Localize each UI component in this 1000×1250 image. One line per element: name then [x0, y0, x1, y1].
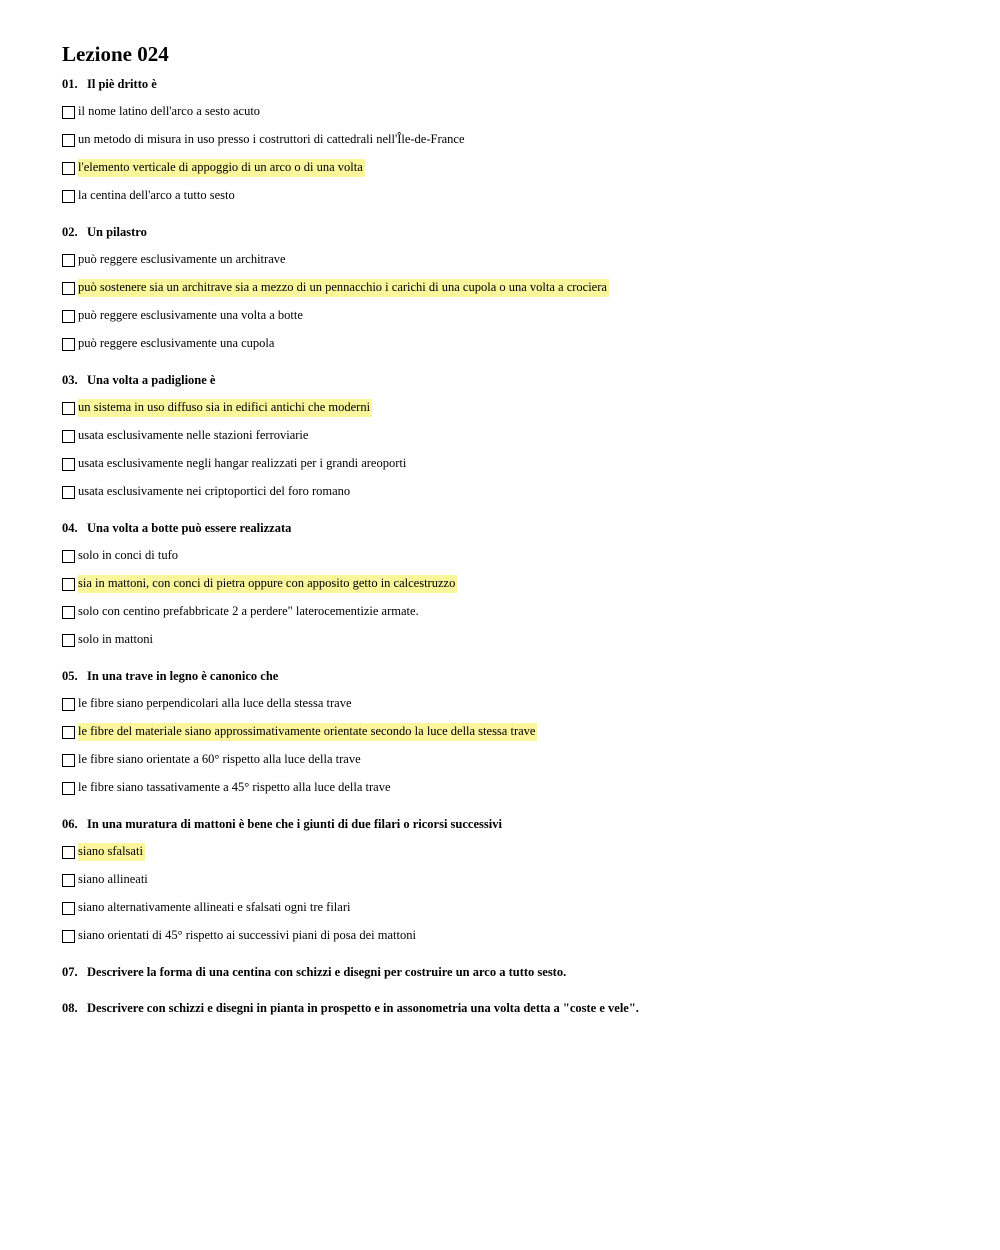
answer-text-highlighted: un sistema in uso diffuso sia in edifici antichi che moderni: [78, 399, 372, 417]
answer-text: solo in conci di tufo: [78, 548, 178, 562]
answer-checkbox[interactable]: [62, 338, 75, 351]
question-text: Il piè dritto è: [87, 77, 157, 91]
answer-text: la centina dell'arco a tutto sesto: [78, 188, 235, 202]
question-heading: [62, 370, 962, 390]
answer-checkbox[interactable]: [62, 310, 75, 323]
answer-checkbox[interactable]: [62, 578, 75, 591]
answer-option: [62, 182, 962, 210]
answer-checkbox[interactable]: [62, 930, 75, 943]
answer-option: [62, 246, 962, 274]
answer-option: [62, 422, 962, 450]
answer-checkbox[interactable]: [62, 458, 75, 471]
question-list: [62, 74, 962, 950]
answer-checkbox[interactable]: [62, 134, 75, 147]
answer-text: le fibre siano orientate a 60° rispetto alla luce della trave: [78, 752, 361, 766]
answer-checkbox[interactable]: [62, 190, 75, 203]
open-question-list: [62, 962, 962, 1018]
answer-text: siano allineati: [78, 872, 148, 886]
question-heading: [62, 814, 962, 834]
quiz-page: [62, 40, 962, 1018]
answer-text: siano orientati di 45° rispetto ai successivi piani di posa dei mattoni: [78, 928, 416, 942]
answer-text: usata esclusivamente nelle stazioni ferroviarie: [78, 428, 309, 442]
question-text: Una volta a padiglione è: [87, 373, 216, 387]
answer-checkbox[interactable]: [62, 606, 75, 619]
answer-text-highlighted: l'elemento verticale di appoggio di un arco o di una volta: [78, 159, 365, 177]
answer-option: [62, 894, 962, 922]
question-number: 02.: [62, 225, 78, 239]
question-text: Una volta a botte può essere realizzata: [87, 521, 292, 535]
question-6: [62, 814, 962, 950]
answer-option: [62, 570, 962, 598]
question-number: 05.: [62, 669, 78, 683]
answer-text: può reggere esclusivamente una cupola: [78, 336, 275, 350]
question-text: Descrivere con schizzi e disegni in pianta in prospetto e in assonometria una volta detta a "coste e vele".: [87, 1001, 639, 1015]
answer-option: [62, 478, 962, 506]
answer-options: [62, 394, 962, 506]
answer-checkbox[interactable]: [62, 550, 75, 563]
answer-options: [62, 690, 962, 802]
answer-text: solo con centino prefabbricate 2 a perdere" laterocementizie armate.: [78, 604, 419, 618]
answer-option: [62, 866, 962, 894]
answer-checkbox[interactable]: [62, 282, 75, 295]
answer-option: [62, 302, 962, 330]
question-number: 04.: [62, 521, 78, 535]
answer-checkbox[interactable]: [62, 754, 75, 767]
question-heading: [62, 518, 962, 538]
answer-checkbox[interactable]: [62, 634, 75, 647]
answer-text: siano alternativamente allineati e sfalsati ogni tre filari: [78, 900, 351, 914]
question-5: [62, 666, 962, 802]
answer-option: [62, 154, 962, 182]
answer-options: [62, 98, 962, 210]
answer-option: [62, 330, 962, 358]
answer-option: [62, 598, 962, 626]
page-title: Lezione 024: [62, 42, 169, 66]
answer-option: [62, 394, 962, 422]
answer-checkbox[interactable]: [62, 402, 75, 415]
question-heading: [62, 222, 962, 242]
answer-options: [62, 838, 962, 950]
answer-options: [62, 542, 962, 654]
answer-checkbox[interactable]: [62, 486, 75, 499]
answer-option: [62, 450, 962, 478]
answer-option: [62, 774, 962, 802]
question-text: Descrivere la forma di una centina con schizzi e disegni per costruire un arco a tutto sesto.: [87, 965, 567, 979]
answer-checkbox[interactable]: [62, 106, 75, 119]
question-number: 01.: [62, 77, 78, 91]
answer-text: usata esclusivamente negli hangar realizzati per i grandi areoporti: [78, 456, 407, 470]
question-heading: [62, 666, 962, 686]
answer-text: il nome latino dell'arco a sesto acuto: [78, 104, 261, 118]
question-4: [62, 518, 962, 654]
question-2: [62, 222, 962, 358]
answer-checkbox[interactable]: [62, 430, 75, 443]
answer-option: [62, 922, 962, 950]
answer-option: [62, 690, 962, 718]
answer-text: un metodo di misura in uso presso i costruttori di cattedrali nell'Île-de-France: [78, 132, 465, 146]
answer-option: [62, 274, 962, 302]
answer-options: [62, 246, 962, 358]
answer-text-highlighted: siano sfalsati: [78, 843, 145, 861]
question-3: [62, 370, 962, 506]
question-text: In una muratura di mattoni è bene che i giunti di due filari o ricorsi successivi: [87, 817, 502, 831]
answer-text-highlighted: può sostenere sia un architrave sia a mezzo di un pennacchio i carichi di una cupola o una volta a crociera: [78, 279, 609, 297]
answer-checkbox[interactable]: [62, 902, 75, 915]
answer-text-highlighted: le fibre del materiale siano approssimativamente orientate secondo la luce della stessa trave: [78, 723, 537, 741]
question-1: [62, 74, 962, 210]
answer-option: [62, 718, 962, 746]
answer-text: solo in mattoni: [78, 632, 153, 646]
answer-text: usata esclusivamente nei criptoportici del foro romano: [78, 484, 351, 498]
answer-text: può reggere esclusivamente una volta a botte: [78, 308, 303, 322]
answer-checkbox[interactable]: [62, 162, 75, 175]
answer-checkbox[interactable]: [62, 846, 75, 859]
answer-text: le fibre siano perpendicolari alla luce della stessa trave: [78, 696, 352, 710]
question-number: 06.: [62, 817, 78, 831]
answer-option: [62, 542, 962, 570]
answer-text-highlighted: sia in mattoni, con conci di pietra oppure con apposito getto in calcestruzzo: [78, 575, 457, 593]
answer-option: [62, 626, 962, 654]
answer-option: [62, 746, 962, 774]
answer-checkbox[interactable]: [62, 726, 75, 739]
open-question-8: [62, 998, 962, 1018]
answer-option: [62, 126, 962, 154]
answer-text: può reggere esclusivamente un architrave: [78, 252, 286, 266]
answer-checkbox[interactable]: [62, 874, 75, 887]
answer-option: [62, 98, 962, 126]
question-number: 08.: [62, 1001, 78, 1015]
question-number: 03.: [62, 373, 78, 387]
question-text: Un pilastro: [87, 225, 147, 239]
question-heading: [62, 74, 962, 94]
answer-option: [62, 838, 962, 866]
answer-checkbox[interactable]: [62, 698, 75, 711]
question-number: 07.: [62, 965, 78, 979]
answer-checkbox[interactable]: [62, 254, 75, 267]
answer-text: le fibre siano tassativamente a 45° rispetto alla luce della trave: [78, 780, 391, 794]
question-text: In una trave in legno è canonico che: [87, 669, 279, 683]
answer-checkbox[interactable]: [62, 782, 75, 795]
open-question-7: [62, 962, 962, 982]
